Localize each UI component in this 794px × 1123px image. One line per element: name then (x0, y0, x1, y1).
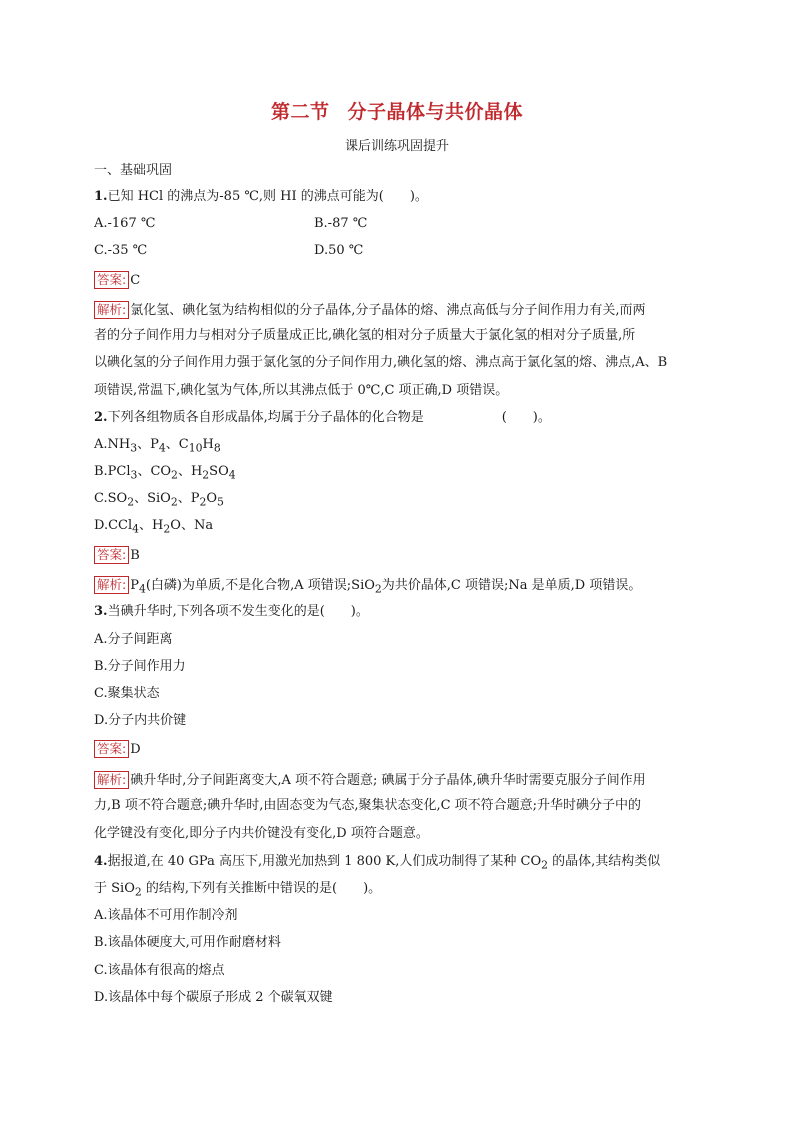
formula-part: O (206, 491, 218, 506)
answer-line (94, 546, 140, 564)
question-text: 据报道,在 40 GPa 高压下,用激光加热到 1 800 K,人们成功制得了某种 CO (107, 854, 542, 869)
subscript: 2 (541, 858, 549, 872)
page-title (0, 97, 794, 124)
answer-line (94, 271, 140, 289)
option-a: A.该晶体不可用作制冷剂 (94, 908, 238, 923)
option-d: D.50 ℃ (314, 243, 364, 258)
question-text: 当碘升华时,下列各项不发生变化的是( )。 (107, 604, 369, 619)
analysis-text: 力,B 项不符合题意;碘升华时,由固态变为气态,聚集状态变化,C 项不符合题意;升华时碘分子中的 (94, 798, 642, 813)
option-d (94, 518, 213, 538)
analysis-text: P (130, 578, 139, 593)
question-text: 的晶体,其结构类似 (548, 854, 661, 869)
question-4-stem-cont (94, 881, 381, 901)
formula-part: H (202, 437, 214, 452)
page-subtitle: 课后训练巩固提升 (344, 139, 449, 154)
answer-value: B (130, 548, 140, 563)
analysis-line (94, 576, 641, 598)
section-number: 第二节 (270, 101, 330, 123)
option-b: B.该晶体硬度大,可用作耐磨材料 (94, 935, 281, 950)
answer-line (94, 740, 141, 758)
answer-value: D (130, 742, 141, 757)
analysis-tag: 解析: (94, 576, 129, 594)
subscript: 2 (134, 885, 142, 899)
question-3-stem (94, 604, 369, 620)
subscript: 2 (163, 522, 171, 536)
question-number: 2. (94, 410, 108, 425)
analysis-text: 为共价晶体,C 项错误;Na 是单质,D 项错误。 (381, 578, 642, 593)
option-c: C.-35 ℃ (94, 243, 148, 258)
question-number: 4. (94, 854, 108, 869)
question-text: 于 SiO (94, 881, 135, 896)
formula-part: 、H (177, 464, 203, 479)
formula-part: O、Na (170, 518, 214, 533)
subscript: 3 (130, 468, 138, 482)
option-d: D.该晶体中每个碳原子形成 2 个碳氧双键 (94, 990, 333, 1005)
subscript: 2 (127, 495, 135, 509)
subscript: 4 (132, 522, 140, 536)
formula-part: 、CO (137, 464, 172, 479)
subscript: 4 (228, 468, 236, 482)
options-row (94, 216, 368, 232)
analysis-text: 碘升华时,分子间距离变大,A 项不符合题意; 碘属于分子晶体,碘升华时需要克服分子间作用 (130, 773, 646, 788)
formula-part: A.NH (94, 437, 131, 452)
section-title: 分子晶体与共价晶体 (347, 101, 524, 123)
subscript: 2 (202, 468, 210, 482)
question-number: 3. (94, 604, 108, 619)
question-text: 已知 HCl 的沸点为-85 ℃,则 HI 的沸点可能为( )。 (107, 189, 428, 204)
option-a: A.-167 ℃ (94, 216, 156, 231)
option-b: B.分子间作用力 (94, 659, 186, 674)
answer-value: C (130, 273, 141, 288)
formula-part: 、C (165, 437, 189, 452)
subscript: 2 (374, 582, 382, 596)
analysis-text: 项错误,常温下,碘化氢为气体,所以其沸点低于 0℃,C 项正确,D 项错误。 (94, 383, 509, 398)
formula-part: 、P (137, 437, 159, 452)
option-a (94, 437, 221, 457)
analysis-text: (白磷)为单质,不是化合物,A 项错误;SiO (145, 578, 375, 593)
answer-tag: 答案: (94, 546, 129, 564)
question-4-stem (94, 854, 660, 874)
option-b (94, 464, 236, 484)
option-c (94, 491, 224, 511)
option-d: D.分子内共价键 (94, 713, 187, 728)
formula-part: 、SiO (134, 491, 171, 506)
formula-part: B.PCl (94, 464, 131, 479)
subscript: 4 (138, 582, 146, 596)
analysis-tag: 解析: (94, 301, 129, 319)
analysis-text: 氯化氢、碘化氢为结构相似的分子晶体,分子晶体的熔、沸点高低与分子间作用力有关,而两 (130, 303, 646, 318)
option-c: C.聚集状态 (94, 686, 160, 701)
formula-part: 、P (177, 491, 200, 506)
option-a: A.分子间距离 (94, 632, 173, 647)
option-c: C.该晶体有很高的熔点 (94, 963, 225, 978)
subscript: 3 (130, 441, 138, 455)
answer-tag: 答案: (94, 271, 129, 289)
subscript: 8 (213, 441, 221, 455)
analysis-text: 以碘化氢的分子间作用力强于氯化氢的分子间作用力,碘化氢的熔、沸点高于氯化氢的熔、沸点,A、B (94, 355, 668, 370)
analysis-text: 化学键没有变化,即分子内共价键没有变化,D 项符合题意。 (94, 826, 429, 841)
formula-part: 、H (139, 518, 164, 533)
formula-part: SO (209, 464, 229, 479)
option-b: B.-87 ℃ (314, 216, 368, 231)
subscript: 2 (171, 468, 178, 482)
formula-part: D.CCl (94, 518, 133, 533)
answer-tag: 答案: (94, 740, 129, 758)
analysis-line (94, 301, 645, 319)
question-text: 下列各组物质各自形成晶体,均属于分子晶体的化合物是 ( )。 (107, 410, 551, 425)
analysis-text: 者的分子间作用力与相对分子质量成正比,碘化氢的相对分子质量大于氯化氢的相对分子质量,所 (94, 328, 636, 343)
subscript: 5 (217, 495, 224, 509)
question-1-stem (94, 189, 428, 205)
subscript: 2 (170, 495, 178, 509)
subscript: 10 (188, 441, 203, 455)
formula-part: C.SO (94, 491, 128, 506)
analysis-tag: 解析: (94, 771, 129, 789)
analysis-line (94, 771, 646, 789)
options-row (94, 243, 364, 259)
subscript: 4 (158, 441, 166, 455)
question-number: 1. (94, 189, 108, 204)
subscript: 2 (199, 495, 207, 509)
part-heading: 一、基础巩固 (94, 163, 173, 178)
question-2-stem (94, 410, 551, 426)
question-text: 的结构,下列有关推断中错误的是( )。 (141, 881, 382, 896)
